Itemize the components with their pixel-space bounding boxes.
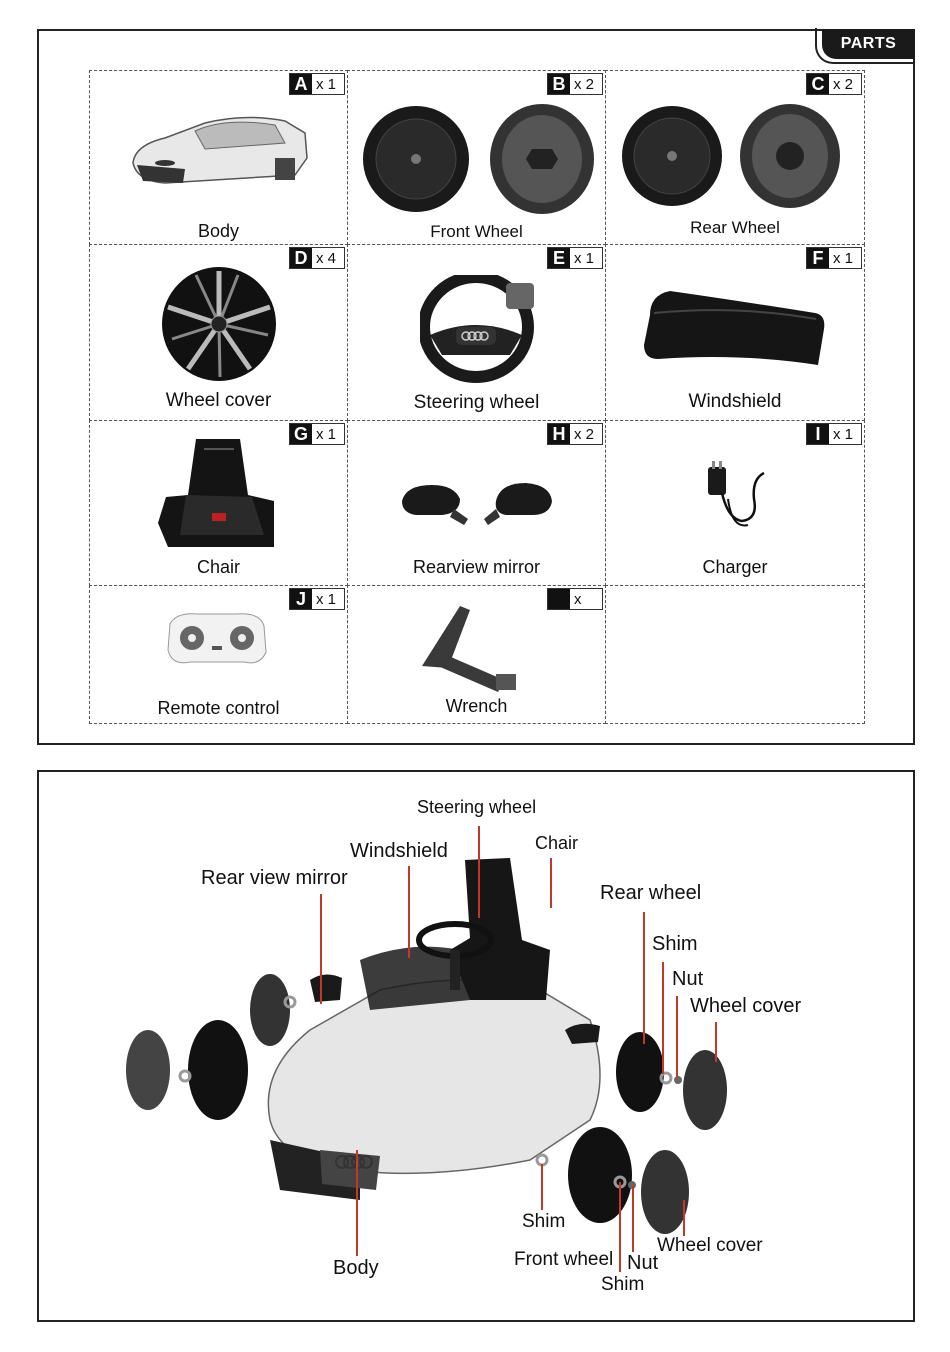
label-body: Body — [333, 1257, 379, 1279]
label-shim-front: Shim — [522, 1211, 566, 1232]
part-letter: E — [548, 248, 570, 268]
part-qty: x 2 — [833, 75, 854, 93]
part-letter: F — [807, 248, 829, 268]
part-badge — [289, 423, 345, 445]
part-letter: D — [290, 248, 312, 268]
label-front-wheel: Front wheel — [514, 1249, 614, 1270]
label-nut-bottom: Nut — [627, 1252, 659, 1274]
part-name: Wrench — [445, 696, 508, 716]
leader-line — [408, 866, 410, 958]
part-badge — [547, 423, 603, 445]
label-steering-wheel: Steering wheel — [417, 797, 537, 817]
label-shim-bottom: Shim — [601, 1274, 645, 1295]
parts-tab: PARTS — [822, 29, 915, 59]
part-name: Windshield — [688, 391, 782, 412]
part-qty: x 2 — [574, 75, 595, 93]
leader-line — [478, 826, 480, 918]
charger-image — [702, 459, 774, 531]
part-cell-remote-control — [89, 585, 348, 724]
part-letter: A — [290, 74, 312, 94]
chair-image — [156, 435, 280, 555]
part-cell-windshield — [605, 244, 865, 421]
label-shim-top: Shim — [652, 933, 698, 955]
part-badge — [547, 247, 603, 269]
part-letter — [548, 589, 570, 609]
part-qty: x — [574, 590, 582, 608]
label-wheel-cover-bottom: Wheel cover — [657, 1235, 763, 1256]
leader-line — [632, 1186, 634, 1252]
car-body-image — [125, 103, 315, 198]
part-cell-charger — [605, 420, 865, 586]
part-letter: B — [548, 74, 570, 94]
part-badge — [289, 247, 345, 269]
leader-line — [550, 858, 552, 908]
part-name: Front Wheel — [430, 222, 523, 241]
part-name: Body — [197, 221, 240, 241]
wheel-cover-image — [160, 265, 278, 383]
part-badge — [547, 588, 603, 610]
part-qty: x 1 — [316, 425, 337, 443]
part-qty: x 1 — [833, 425, 854, 443]
part-cell-steering-wheel — [347, 244, 606, 421]
leader-line — [619, 1182, 621, 1272]
rearview-mirror-image — [398, 479, 558, 529]
part-name: Wheel cover — [165, 390, 272, 411]
part-letter: H — [548, 424, 570, 444]
rear-wheel-image — [616, 101, 856, 216]
label-nut-top: Nut — [672, 968, 704, 990]
part-qty: x 1 — [574, 249, 595, 267]
part-name: Rearview mirror — [412, 557, 540, 577]
part-name: Charger — [702, 557, 768, 577]
chair-shape — [450, 858, 550, 1000]
part-qty: x 1 — [833, 249, 854, 267]
label-rear-view-mirror: Rear view mirror — [201, 867, 348, 889]
label-wheel-cover-top: Wheel cover — [690, 995, 802, 1017]
leader-line — [683, 1200, 685, 1236]
part-cell-body — [89, 70, 348, 245]
part-qty: x 2 — [574, 425, 595, 443]
part-cell-rear-wheel — [605, 70, 865, 245]
part-name: Remote control — [157, 698, 280, 718]
part-qty: x 4 — [316, 249, 337, 267]
windshield-image — [640, 285, 830, 375]
leader-line — [541, 1164, 543, 1210]
leader-line — [356, 1150, 358, 1256]
part-cell-wrench — [347, 585, 606, 724]
part-letter: C — [807, 74, 829, 94]
part-badge — [547, 73, 603, 95]
part-cell-rearview-mirror — [347, 420, 606, 586]
remote-control-image — [164, 610, 270, 668]
leader-line — [662, 962, 664, 1074]
wrench-image — [418, 604, 528, 700]
part-qty: x 1 — [316, 590, 337, 608]
leader-line — [643, 912, 645, 1044]
part-letter: I — [807, 424, 829, 444]
part-badge — [289, 588, 345, 610]
steering-wheel-image — [420, 275, 538, 387]
front-wheel-image — [360, 101, 600, 219]
part-cell-wheel-cover — [89, 244, 348, 421]
part-letter: G — [290, 424, 312, 444]
part-cell-front-wheel — [347, 70, 606, 245]
part-name: Chair — [196, 557, 240, 577]
part-badge — [289, 73, 345, 95]
label-chair: Chair — [535, 833, 579, 853]
part-cell-empty — [605, 585, 865, 724]
label-rear-wheel: Rear wheel — [600, 882, 702, 904]
part-badge — [806, 73, 862, 95]
part-name: Rear Wheel — [690, 218, 780, 237]
part-qty: x 1 — [316, 75, 337, 93]
car-body-shape — [268, 980, 600, 1173]
leader-line — [676, 996, 678, 1078]
part-cell-chair — [89, 420, 348, 586]
label-windshield: Windshield — [350, 840, 448, 862]
part-name: Steering wheel — [413, 392, 540, 413]
part-letter: J — [290, 589, 312, 609]
part-badge — [806, 247, 862, 269]
leader-line — [320, 894, 322, 1004]
leader-line — [715, 1022, 717, 1062]
part-badge — [806, 423, 862, 445]
